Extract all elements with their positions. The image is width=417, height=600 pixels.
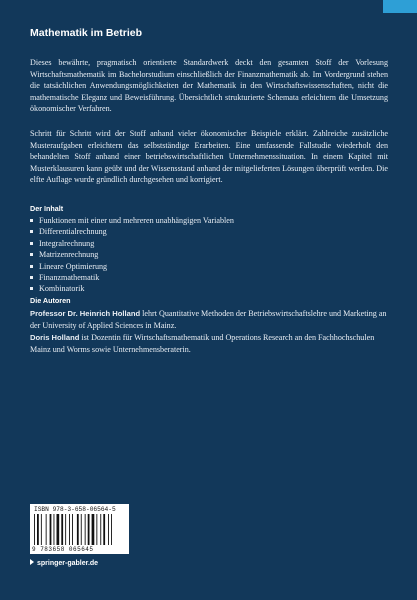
barcode-stripe bbox=[96, 514, 97, 545]
author-2-bio: ist Dozentin für Wirtschaftsmathematik und Operations Research an den Fachhochschulen Mainz und Worms sowie Unternehmensberaterin. bbox=[30, 333, 375, 354]
description-paragraph-2: Schritt für Schritt wird der Stoff anhand vieler ökonomischer Beispiele erklärt. Zahlreiche zusätzliche Musteraufgaben erleichtern das selbstständige Erarbeiten. Eine umfassende Fallstudie wiederholt den behandelten Stoff anhand einer betriebswirtschaftlichen Unternehmenssituation. In einem Kapitel mit Musterklausuren kann geübt und der Wissensstand anhand der mitgelieferten Lösungen überprüft werden. Die elfte Auflage wurde gründlich durchgesehen und korrigiert. bbox=[30, 129, 388, 184]
barcode-stripe bbox=[88, 514, 90, 545]
list-item: Differentialrechnung bbox=[30, 226, 234, 237]
barcode-stripe bbox=[72, 514, 73, 545]
arrow-icon bbox=[30, 559, 34, 565]
list-item: Matrizenrechnung bbox=[30, 249, 234, 260]
author-1 bbox=[30, 308, 390, 331]
barcode-stripe bbox=[92, 514, 95, 545]
barcode-number: 9 783658 065645 bbox=[32, 546, 94, 553]
barcode-icon bbox=[34, 514, 125, 545]
barcode-stripe bbox=[34, 514, 35, 545]
barcode-stripe bbox=[103, 514, 105, 545]
author-1-name: Professor Dr. Heinrich Holland bbox=[30, 309, 141, 318]
author-2 bbox=[30, 332, 390, 355]
book-title: Mathematik im Betrieb bbox=[30, 27, 143, 39]
barcode-stripe bbox=[85, 514, 86, 545]
barcode-stripe bbox=[108, 514, 109, 545]
barcode-stripe bbox=[61, 514, 63, 545]
accent-bar bbox=[383, 0, 417, 13]
barcode-stripe bbox=[69, 514, 70, 545]
author-2-name: Doris Holland bbox=[30, 333, 80, 342]
barcode-stripe bbox=[50, 514, 52, 545]
isbn: ISBN 978-3-658-06564-5 bbox=[34, 506, 116, 513]
website-link[interactable] bbox=[30, 559, 98, 567]
barcode-label bbox=[30, 504, 129, 554]
barcode-stripe bbox=[65, 514, 66, 545]
barcode-stripe bbox=[77, 514, 79, 545]
barcode-stripe bbox=[100, 514, 101, 545]
authors-heading: Die Autoren bbox=[30, 296, 71, 305]
barcode-stripe bbox=[46, 514, 47, 545]
list-item: Kombinatorik bbox=[30, 283, 234, 294]
barcode-stripe bbox=[81, 514, 82, 545]
list-item: Lineare Optimierung bbox=[30, 261, 234, 272]
list-item: Finanzmathematik bbox=[30, 272, 234, 283]
barcode-stripe bbox=[57, 514, 60, 545]
website-text: springer-gabler.de bbox=[37, 560, 99, 567]
barcode-stripe bbox=[54, 514, 55, 545]
barcode-stripe bbox=[111, 514, 112, 545]
barcode-stripe bbox=[41, 514, 42, 545]
barcode-stripe bbox=[37, 514, 39, 545]
list-item: Funktionen mit einer und mehreren unabhängigen Variablen bbox=[30, 215, 234, 226]
list-item: Integralrechnung bbox=[30, 238, 234, 249]
contents-heading: Der Inhalt bbox=[30, 204, 64, 213]
author-1-bio: lehrt Quantitative Methoden der Betriebswirtschaftslehre und Marketing an der University of Applied Sciences in Mainz. bbox=[30, 309, 387, 330]
description-paragraph-1: Dieses bewährte, pragmatisch orientierte Standardwerk deckt den gesamten Stoff der Vorlesung Wirtschaftsmathematik im Bachelorstudium einschließlich der Finanzmathematik ab. Im Vordergrund stehen die tatsächlichen Anwendungsmöglichkeiten der Mathematik in den Wirtschaftswissenschaften, nicht die mathematische Eleganz und Beweisführung. Übersichtlich strukturierte Schemata erleichtern die Umsetzung ökonomischer Verfahren. bbox=[30, 58, 388, 113]
contents-list bbox=[30, 215, 234, 295]
